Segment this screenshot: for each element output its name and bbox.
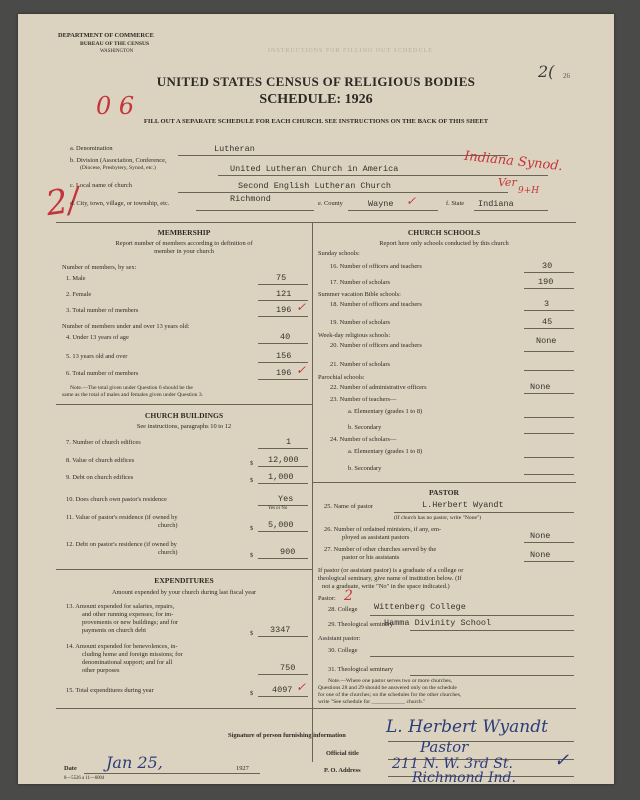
q19-label: 19. Number of scholars — [330, 319, 390, 326]
bleed-through-text: INSTRUCTIONS FOR FILLING OUT SCHEDULE — [268, 48, 433, 54]
date-value: Jan 25, — [106, 753, 163, 772]
q12-dollar: $ — [250, 552, 254, 559]
pastor-note-3: for one of the churches; on the schedules for the other churches, — [318, 692, 462, 698]
q26-line-2: ployed as assistant pastors — [342, 534, 410, 541]
division-label-2: (Diocese, Presbytery, Synod, etc.) — [80, 165, 156, 171]
q29-value: Hamma Divinity School — [384, 618, 492, 628]
q30-label: 30. College — [328, 647, 358, 654]
q6-value: 196 — [276, 368, 292, 378]
q18-label: 18. Number of officers and teachers — [330, 301, 422, 308]
instructions-line: FILL OUT A SEPARATE SCHEDULE FOR EACH CHURCH. SEE INSTRUCTIONS ON THE BACK OF THIS SHEET — [143, 118, 489, 125]
schools-title: CHURCH SCHOOLS — [407, 228, 481, 237]
by-sex-label: Number of members, by sex: — [62, 264, 137, 271]
q4-value: 40 — [280, 332, 291, 342]
q29-label: 29. Theological seminary — [328, 621, 394, 628]
membership-intro: Report number of members according to definition of — [115, 240, 253, 247]
denomination-label: a. Denomination — [70, 145, 113, 152]
q14-line-4: other purposes — [82, 667, 120, 674]
q22-value: None — [530, 382, 551, 392]
local-name-label: c. Local name of church — [70, 182, 132, 189]
parochial-label: Parochial schools: — [318, 374, 365, 381]
q23b-label: b. Secondary — [348, 424, 382, 431]
local-name-value: Second English Lutheran Church — [238, 181, 392, 191]
county-label: e. County — [318, 200, 343, 207]
membership-title: MEMBERSHIP — [157, 228, 211, 237]
q20-label: 20. Number of officers and teachers — [330, 342, 422, 349]
official-title-value: Pastor — [420, 738, 469, 756]
age-label: Number of members under and over 13 years old: — [62, 323, 190, 330]
summer-label: Summer vacation Bible schools: — [318, 291, 401, 298]
q12-label: 12. Debt on pastor's residence (if owned by — [66, 541, 177, 548]
expenditures-title: EXPENDITURES — [154, 576, 214, 585]
red-mark-top: 0 6 — [96, 92, 135, 120]
county-check-icon: ✓ — [406, 194, 417, 208]
membership-intro-2: member in your church — [154, 248, 214, 255]
dept-label: DEPARTMENT OF COMMERCE — [58, 32, 154, 39]
q16-value: 30 — [542, 261, 553, 271]
date-label: Date — [64, 765, 77, 772]
q26-line-1: 26. Number of ordained ministers, if any, em- — [324, 526, 442, 533]
division-value: United Lutheran Church in America — [230, 164, 399, 174]
q13-dollar: $ — [250, 630, 254, 637]
local-name-red-note: Ver — [498, 176, 517, 189]
year-value: 1927 — [236, 765, 249, 772]
official-title-label: Official title — [326, 750, 359, 757]
q14-line-2: cluding home and foreign missions; for — [82, 651, 183, 658]
state-value: Indiana — [478, 199, 514, 209]
assistant-label: Assistant pastor: — [318, 635, 361, 642]
denomination-value: Lutheran — [214, 144, 255, 154]
q28-label: 28. College — [328, 606, 358, 613]
q14-line-3: denominational support; and for all — [82, 659, 173, 666]
q31-label: 31. Theological seminary — [328, 666, 394, 673]
buildings-title: CHURCH BUILDINGS — [144, 411, 224, 420]
q22-label: 22. Number of administrative officers — [330, 384, 427, 391]
q9-value: 1,000 — [268, 472, 294, 482]
red-margin-mark: 2/ — [43, 179, 82, 225]
q26-value: None — [530, 531, 551, 541]
q18-value: 3 — [544, 299, 550, 309]
q25-label: 25. Name of pastor — [324, 503, 373, 510]
q11-label: 11. Value of pastor's residence (if owned by — [66, 514, 178, 521]
q15-value: 4097 — [272, 685, 293, 695]
county-value: Wayne — [368, 199, 394, 209]
q17-value: 190 — [538, 277, 554, 287]
q5-value: 156 — [276, 351, 292, 361]
q25-value: L.Herbert Wyandt — [422, 500, 504, 510]
q27-line-1: 27. Number of other churches served by the — [324, 546, 437, 553]
address-line-2: Richmond Ind. — [412, 770, 516, 784]
weekday-label: Week-day religious schools: — [318, 332, 391, 339]
q7-label: 7. Number of church edifices — [66, 439, 141, 446]
address-label: P. O. Address — [324, 767, 361, 774]
q8-value: 12,000 — [268, 455, 299, 465]
address-line-1: 211 N. W. 3rd St. — [392, 756, 513, 772]
q8-label: 8. Value of church edifices — [66, 457, 135, 464]
graduate-note-1: If pastor (or assistant pastor) is a graduate of a college or — [318, 567, 464, 574]
corner-note: 26 — [563, 72, 570, 80]
sunday-label: Sunday schools: — [318, 250, 360, 257]
division-red-note: Indiana Synod. — [463, 148, 564, 175]
q21-label: 21. Number of scholars — [330, 361, 390, 368]
yes-no-hint: Yes or No — [268, 506, 288, 511]
q15-label: 15. Total expenditures during year — [66, 687, 154, 694]
q24-label: 24. Number of scholars— — [330, 436, 397, 443]
census-schedule-sheet — [18, 14, 614, 784]
q12-label-2: church) — [158, 549, 178, 556]
q12-value: 900 — [280, 547, 296, 557]
q16-label: 16. Number of officers and teachers — [330, 263, 422, 270]
schedule-title: SCHEDULE: 1926 — [259, 92, 373, 107]
address-check-icon: ✓ — [554, 750, 570, 771]
pastor-red-two: 2 — [344, 588, 353, 604]
buildings-sub: See instructions, paragraphs 10 to 12 — [136, 423, 232, 430]
pastor-sub-label: Pastor: — [318, 595, 336, 602]
q9-label: 9. Debt on church edifices — [66, 474, 134, 481]
state-red-note: 9+H — [518, 186, 540, 196]
q3-label: 3. Total number of members — [66, 307, 139, 314]
q24b-label: b. Secondary — [348, 465, 382, 472]
q4-label: 4. Under 13 years of age — [66, 334, 129, 341]
signature-value: L. Herbert Wyandt — [386, 717, 548, 737]
q13-line-2: and other running expenses; for im- — [82, 611, 174, 618]
q11-label-2: church) — [158, 522, 178, 529]
form-number: 8—5526 a 11—6004 — [64, 776, 105, 781]
q23-label: 23. Number of teachers— — [330, 396, 397, 403]
graduate-note-3: not a graduate, write "No" in the space indicated.) — [322, 583, 450, 590]
q20-value: None — [536, 336, 557, 346]
q25-note: (If church has no pastor, write "None") — [394, 515, 482, 521]
city-field-value: Richmond — [230, 194, 271, 204]
q1-label: 1. Male — [66, 275, 86, 282]
q9-dollar: $ — [250, 477, 254, 484]
q15-check-icon: ✓ — [296, 680, 307, 694]
q13-line-3: provements or new buildings; and for — [82, 619, 179, 626]
graduate-note-2: theological seminary, give name of institution below. (If — [318, 575, 462, 582]
q8-dollar: $ — [250, 460, 254, 467]
q13-line-4: payments on church debt — [82, 627, 147, 634]
q6-label: 6. Total number of members — [66, 370, 139, 377]
q2-label: 2. Female — [66, 291, 92, 298]
q7-value: 1 — [286, 437, 292, 447]
bureau-label: BUREAU OF THE CENSUS — [80, 41, 150, 47]
q13-line-1: 13. Amount expended for salaries, repairs, — [66, 603, 175, 610]
pastor-note-4: write "See schedule for ____________ church." — [318, 699, 426, 705]
q6-check-icon: ✓ — [296, 363, 307, 377]
q14-line-1: 14. Amount expended for benevolences, in- — [66, 643, 178, 650]
signature-label: Signature of person furnishing information — [228, 732, 346, 739]
q27-value: None — [530, 550, 551, 560]
q11-dollar: $ — [250, 525, 254, 532]
q3-check-icon: ✓ — [296, 300, 307, 314]
division-label: b. Division (Association, Conference, — [70, 157, 167, 164]
membership-note-2: same as the total of males and females given under Question 3. — [62, 392, 204, 398]
q1-value: 75 — [276, 273, 287, 283]
q27-line-2: pastor or his assistants — [342, 554, 400, 561]
q19-value: 45 — [542, 317, 553, 327]
q2-value: 121 — [276, 289, 292, 299]
q28-value: Wittenberg College — [374, 602, 466, 612]
q23a-label: a. Elementary (grades 1 to 8) — [348, 408, 423, 415]
pastor-note-2: Questions 28 and 29 should be answered only on the schedule — [318, 685, 457, 691]
q14-value: 750 — [280, 663, 296, 673]
membership-note: Note.—The total given under Question 6 should be the — [70, 385, 193, 391]
schools-intro: Report here only schools conducted by this church — [379, 240, 509, 247]
pastor-title: PASTOR — [428, 488, 460, 497]
q15-dollar: $ — [250, 690, 254, 697]
q11-value: 5,000 — [268, 520, 294, 530]
pastor-note-1: Note.—Where one pastor serves two or more churches, — [328, 678, 453, 684]
form-title: UNITED STATES CENSUS OF RELIGIOUS BODIES — [156, 74, 476, 89]
corner-number: 2( — [538, 62, 555, 81]
q17-label: 17. Number of scholars — [330, 279, 390, 286]
city-label: WASHINGTON — [100, 49, 134, 54]
city-field-label: d. City, town, village, or township, etc. — [70, 200, 170, 207]
state-label: f. State — [446, 200, 465, 207]
q24a-label: a. Elementary (grades 1 to 8) — [348, 448, 423, 455]
q13-value: 3347 — [270, 625, 291, 635]
q10-label: 10. Does church own pastor's residence — [66, 496, 167, 503]
q5-label: 5. 13 years old and over — [66, 353, 128, 360]
q10-value: Yes — [278, 494, 294, 504]
expenditures-sub: Amount expended by your church during last fiscal year — [111, 589, 257, 596]
q3-value: 196 — [276, 305, 292, 315]
